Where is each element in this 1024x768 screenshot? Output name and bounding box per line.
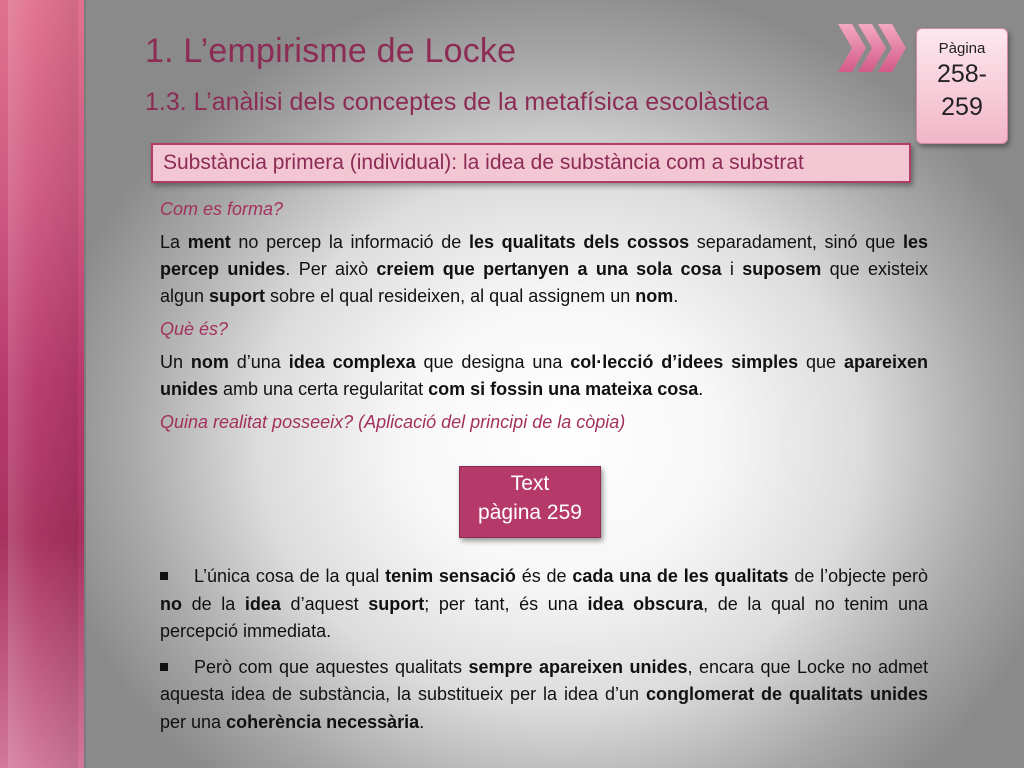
list-item: Però com que aquestes qualitats sempre apareixen unides, encara que Locke no admet aquesta idea de substància, la substitueix per la idea d’un conglomerat de qualitats unides per una coherència necessària. <box>160 656 929 732</box>
page-badge-number-2: 259 <box>941 93 983 121</box>
text-button-line2: pàgina 259 <box>478 501 582 524</box>
question-how-formed: Com es forma? <box>160 199 284 219</box>
page-reference-badge <box>916 28 1008 144</box>
square-bullet-icon <box>160 663 168 671</box>
page-badge-number-1: 258- <box>936 60 988 88</box>
text-page-link-button[interactable] <box>459 466 601 538</box>
page-title: 1. L’empirisme de Locke <box>145 32 517 70</box>
question-reality: Quina realitat posseeix? (Aplicació del principi de la còpia) <box>160 412 626 432</box>
page-subtitle: 1.3. L’anàlisi dels conceptes de la metafísica escolàstica <box>145 88 769 116</box>
bullet-list <box>160 563 928 744</box>
list-item: L’única cosa de la qual tenim sensació és de cada una de les qualitats de l’objecte però no de la idea d’aquest suport; per tant, és una idea obscura, de la qual no tenim una percepció immediata. <box>160 566 928 641</box>
paragraph-definition: Un nom d’una idea complexa que designa una col·lecció d’idees simples que apareixen unides amb una certa regularitat com si fossin una mateixa cosa. <box>160 352 928 399</box>
square-bullet-icon <box>160 572 168 580</box>
paragraph-formation: La ment no percep la informació de les qualitats dels cossos separadament, sinó que les percep unides. Per això creiem que pertanyen a una sola cosa i suposem que existeix algun suport sobre el qual resideixen, al qual assignem un nom. <box>160 232 928 306</box>
page-badge-label: Pàgina <box>938 40 986 57</box>
content-block <box>160 196 928 442</box>
section-heading: Substància primera (individual): la idea de substància com a substrat <box>151 143 911 183</box>
band-highlight <box>8 0 78 768</box>
question-what-is: Què és? <box>160 319 229 339</box>
left-decorative-band <box>0 0 86 768</box>
text-button-line1: Text <box>510 472 550 495</box>
chevrons-right-icon <box>836 20 912 76</box>
